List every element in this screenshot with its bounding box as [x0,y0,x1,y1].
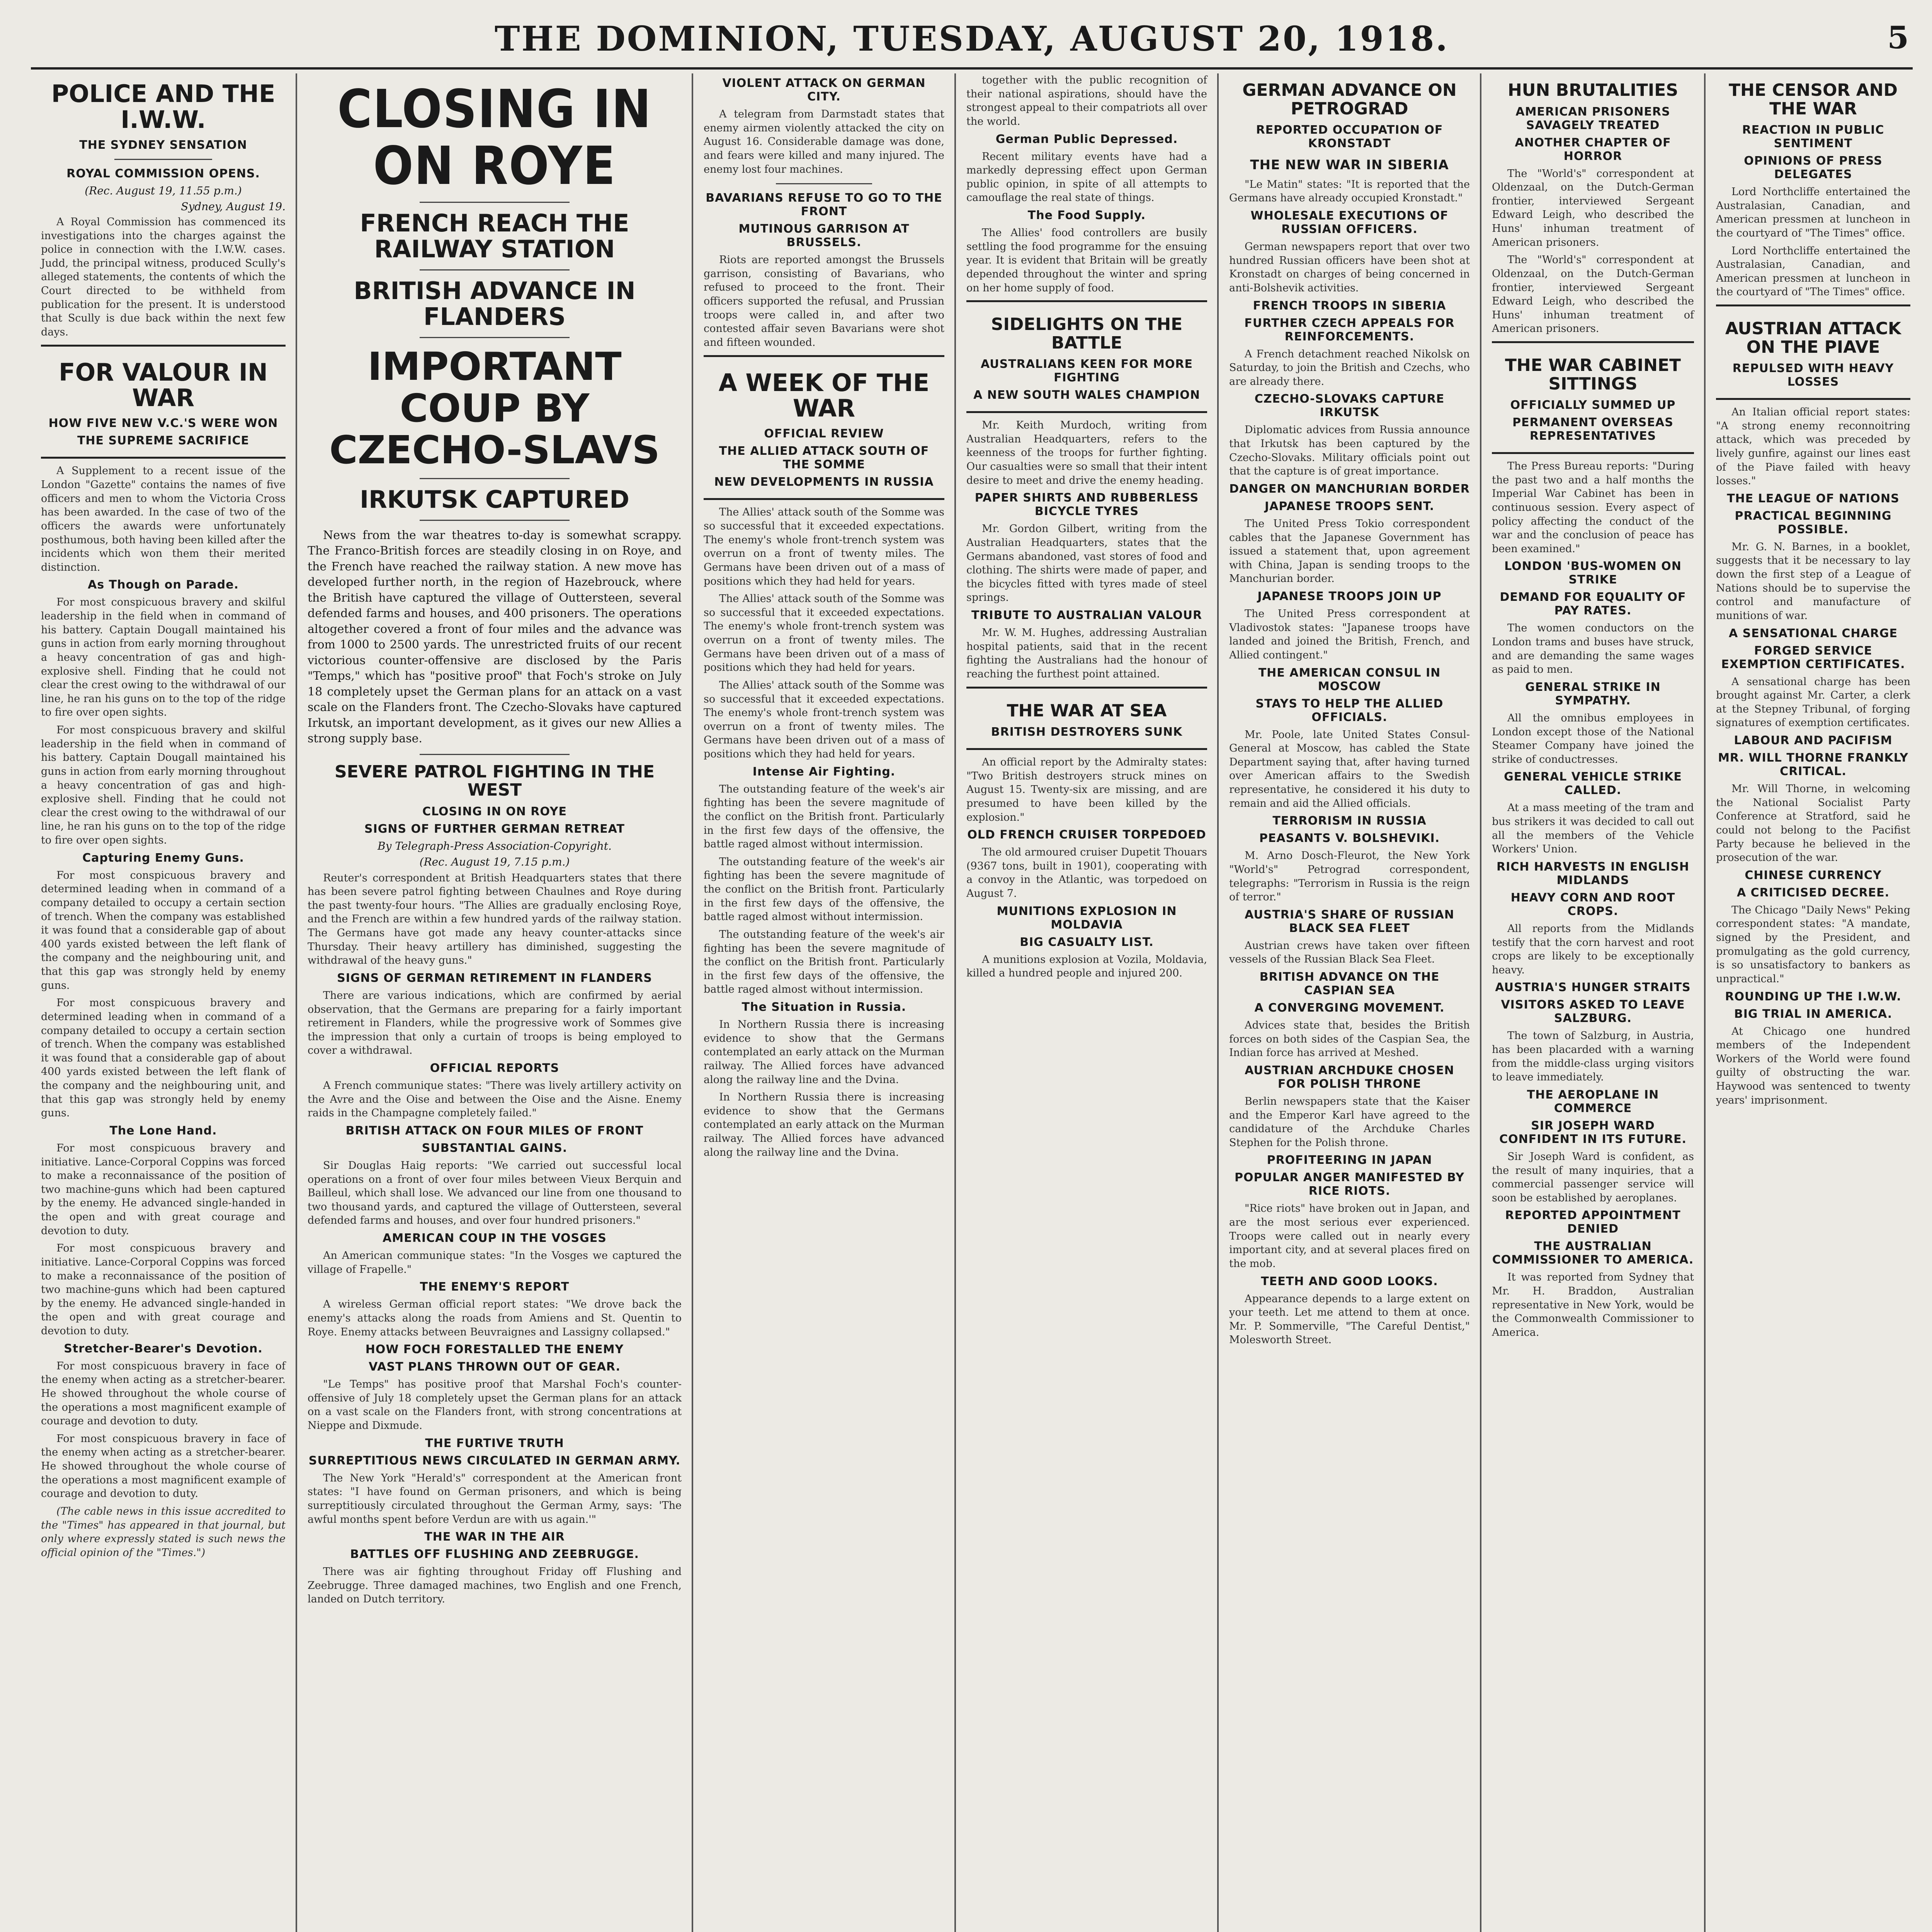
headline-patrol-fighting: SEVERE PATROL FIGHTING IN THE WEST [334,762,655,800]
article-text: The "World's" correspondent at Oldenzaal, on the Dutch-German frontier, interviewed Sergeant Edward Leigh, who described the Huns' inhuman treatment of American prisoners. [1492,167,1694,248]
article-box [41,345,286,459]
article-text: The Press Bureau reports: "During the past two and a half months the Imperial War Cabinet has been in continuous session. Every aspect of policy affecting the conduct of the war and the conclusion of peace has been examined." [1492,460,1694,555]
subhead: AMERICAN COUP IN THE VOSGES [383,1231,607,1245]
subhead: DEMAND FOR EQUALITY OF PAY RATES. [1500,590,1686,618]
article-text: For most conspicuous bravery and skilful leadership in the field when in command of his battery. Captain Dougall maintained his guns in action from early morning throughout a heavy concentration of gas and high-explosive shell. Finding that he could not clear the crest owing to the withdrawal of our line, he ran his guns on to the top of the ridge to fire over open sights. [41,724,286,847]
article-text: Mr. G. N. Barnes, in a booklet, suggests that it be necessary to lay down the first step of a League of Nations should be to supervise the control and manufacture of munitions of war. [1716,541,1910,622]
article-box [1716,304,1910,400]
subhead: THE WAR IN THE AIR [424,1530,565,1544]
column-3 [694,73,954,1932]
subhead: ROYAL COMMISSION OPENS. [66,167,260,180]
subhead: SURREPTITIOUS NEWS CIRCULATED IN GERMAN ARMY. [308,1454,681,1468]
subhead: ROUNDING UP THE I.W.W. [1725,990,1901,1003]
headline-week-of-war: A WEEK OF THE WAR [718,368,930,423]
article-text: A Royal Commission has commenced its investigations into the charges against the police in connection with the I.W.W. cases. Judd, the principal witness, produced Scully's alleged statements, the contents of which the Court directed to be withheld from publication for the present. It is understood that Scully is due back within the next few days. [41,216,286,338]
article-text: A telegram from Darmstadt states that enemy airmen violently attacked the city on August 16. Considerable damage was done, and fears were killed and many injured. The enemy lost four machines. [704,108,944,175]
hero-headline-roye: CLOSING IN ON ROYE [337,79,652,197]
subhead: TRIBUTE TO AUSTRALIAN VALOUR [971,609,1202,622]
subhead: PEASANTS V. BOLSHEVIKI. [1259,832,1440,845]
subhead: THE SYDNEY SENSATION [79,138,247,152]
subhead: VAST PLANS THROWN OUT OF GEAR. [369,1360,621,1374]
subhead: HOW FOCH FORESTALLED THE ENEMY [365,1343,624,1357]
article-text: Mr. Keith Murdoch, writing from Australian Headquarters, refers to the keenness of the troops for further fighting. Our casualties were so small that their intent desire to meet and drive the enemy heading. [966,419,1207,486]
subhead: PRACTICAL BEGINNING POSSIBLE. [1735,509,1892,536]
subhead: The Lone Hand. [109,1124,217,1138]
byline: By Telegraph-Press Association-Copyright. [378,839,612,852]
subhead: As Though on Parade. [88,578,239,592]
article-text: Sir Douglas Haig reports: "We carried out successful local operations on a front of over four miles between Vieux Berquin and Bailleul, which shall lose. We advanced our line from one thousand to two thousand yards, and captured the village of Outtersteen, several defended farms and houses, and over four hundred prisoners." [308,1159,682,1227]
advertisement-text: Appearance depends to a large extent on your teeth. Let me attend to them at once. Mr. P. Sommerville, "The Careful Dentist," Molesworth Street. [1229,1293,1470,1346]
subhead: HEAVY CORN AND ROOT CROPS. [1510,891,1675,918]
column-rule [1217,73,1219,1932]
subhead: ANOTHER CHAPTER OF HORROR [1515,136,1671,163]
subhead: JAPANESE TROOPS SENT. [1264,499,1435,513]
article-text: The United Press Tokio correspondent cables that the Japanese Government has issued a statement that, upon agreement with China, Japan is sending troops to the Manchurian border. [1229,517,1470,585]
masthead [31,12,1913,70]
page-number: 5 [1887,19,1909,56]
hero-headline-irkutsk: IRKUTSK CAPTURED [360,485,629,514]
subhead: MR. WILL THORNE FRANKLY CRITICAL. [1718,751,1908,779]
subhead: THE AUSTRALIAN COMMISSIONER TO AMERICA. [1492,1240,1694,1267]
subhead: A SENSATIONAL CHARGE [1729,626,1898,640]
article-text: The "World's" correspondent at Oldenzaal, on the Dutch-German frontier, interviewed Sergeant Edward Leigh, who described the Huns' inhuman treatment of American prisoners. [1492,254,1694,335]
subhead: PERMANENT OVERSEAS REPRESENTATIVES [1512,416,1673,443]
column-rule [692,73,693,1932]
divider [420,520,569,521]
column-rule [1704,73,1706,1932]
subhead: STAYS TO HELP THE ALLIED OFFICIALS. [1255,697,1444,724]
headline-war-at-sea: THE WAR AT SEA [1007,701,1167,721]
subhead: GENERAL STRIKE IN SYMPATHY. [1525,680,1661,707]
divider [420,202,569,203]
article-text: Riots are reported amongst the Brussels garrison, consisting of Bavarians, who refused to proceed to the front. Their officers supported the refusal, and Prussian troops were called in, and after two contested affair seven Bavarians were shot and fifteen wounded. [704,254,944,349]
article-text: Sir Joseph Ward is confident, as the result of many inquiries, that a commercial passenger service will soon be established by aeroplanes. [1492,1150,1694,1204]
subhead: VIOLENT ATTACK ON GERMAN CITY. [722,77,926,104]
subhead: A CONVERGING MOVEMENT. [1254,1001,1445,1015]
article-text: For most conspicuous bravery in face of the enemy when acting as a stretcher-bearer. He showed throughout the whole course of the operations a most magnificent example of courage and devotion to duty. [41,1360,286,1427]
subhead: OFFICIAL REPORTS [430,1061,560,1075]
article-text: The Allies' food controllers are busily settling the food programme for the ensuing year. It is evident that Britain will be greatly depended throughout the winter and spring on her home supply of food. [966,227,1207,294]
column-5 [1219,73,1480,1932]
subhead: THE ALLIED ATTACK SOUTH OF THE SOMME [719,444,929,472]
article-text: The Allies' attack south of the Somme was so successful that it exceeded expectations. The enemy's whole front-trench system was overrun on a front of twenty miles. The Germans have been driven out of a mass of positions which they had held for years. [704,679,944,760]
subhead: German Public Depressed. [995,132,1178,146]
place-line: Sydney, August 19. [181,200,286,213]
article-text: For most conspicuous bravery and determined leading when in command of a company detailed to occupy a certain section of trench. When the company was established it was found that a considerable gap of about 400 yards existed between the left flank of the company and the neighbouring unit, and that this gap was strongly held by enemy guns. [41,997,286,1119]
article-text: An American communique states: "In the Vosges we captured the village of Frapelle." [308,1250,682,1276]
subhead: REACTION IN PUBLIC SENTIMENT [1742,123,1884,151]
lead-summary: News from the war theatres to-day is somewhat scrappy. The Franco-British forces are steadily closing in on Roye, and the French have reached the railway station. A new move has developed further north, in the region of Hazebrouck, where the British have captured the village of Outtersteen, several defended farms and houses, and 400 prisoners. The operations altogether covered a front of four miles and the advance was from 1000 to 2500 yards. The unrestricted fruits of our recent victorious counter-offensive are disclosed by the Paris "Temps," which has "positive proof" that Foch's stroke on July 18 completely upset the German plans for an attack on a vast scale on the Flanders front. The Czecho-Slovaks have captured Irkutsk, an important development, as it gives our new Allies a strong supply base. [308,528,682,746]
subhead: OFFICIAL REVIEW [764,427,884,441]
article-text: There was air fighting throughout Friday off Flushing and Zeebrugge. Three damaged machines, two English and one French, landed on Dutch territory. [308,1566,682,1605]
subhead: LABOUR AND PACIFISM [1734,734,1893,748]
headline-for-valour: FOR VALOUR IN WAR [59,358,268,412]
subhead: THE FURTIVE TRUTH [425,1436,564,1450]
column-rule [296,73,297,1932]
subhead: THE AMERICAN CONSUL IN MOSCOW [1258,666,1441,693]
column-4 [956,73,1217,1932]
article-text: A wireless German official report states: "We drove back the enemy's attacks along the roads from Amiens and St. Quentin to Roye. Enemy attacks between Beuvraignes and Lassigny collapsed." [308,1298,682,1338]
headline-police-iww: POLICE AND THE I.W.W. [51,80,276,134]
headline-hun-brutalities: HUN BRUTALITIES [1507,80,1679,100]
article-text: The New York "Herald's" correspondent at the American front states: "I have found on German prisoners, and which is being surreptitiously circulated throughout the German Army, says: 'The awful months spent before Verdun are with us again.'" [308,1472,682,1526]
article-text: "Le Matin" states: "It is reported that the Germans have already occupied Kronstadt." [1229,178,1470,204]
subhead: A CRITICISED DECREE. [1736,886,1890,900]
headline-piave: AUSTRIAN ATTACK ON THE PIAVE [1725,319,1901,357]
subhead: MUNITIONS EXPLOSION IN MOLDAVIA [997,904,1177,932]
footnote: (The cable news in this issue accredited to the "Times" has appeared in that journal, but only where expressly stated is such news the official opinion of the "Times.") [41,1505,286,1559]
subhead: CLOSING IN ON ROYE [422,804,567,818]
article-text: Mr. W. M. Hughes, addressing Australian hospital patients, said that in the recent fighting the Australians had the honour of reaching the furthest point attained. [966,627,1207,680]
article-text: Berlin newspapers state that the Kaiser and the Emperor Karl have agreed to the candidature of the Archduke Charles Stephen for the Polish throne. [1229,1095,1470,1149]
article-text: M. Arno Dosch-Fleurot, the New York "World's" Petrograd correspondent, telegraphs: "Terrorism in Russia is the reign of terror." [1229,850,1470,903]
subhead: SIR JOSEPH WARD CONFIDENT IN ITS FUTURE. [1499,1119,1687,1146]
subhead: FRENCH TROOPS IN SIBERIA [1253,299,1446,313]
dateline: (Rec. August 19, 7.15 p.m.) [419,855,570,868]
headline-siberia: THE NEW WAR IN SIBERIA [1250,157,1449,173]
article-text: The outstanding feature of the week's air fighting has been the severe magnitude of the conflict on the British front. Particularly in the first few days of the offensive, the battle raged almost without intermission. [704,783,944,850]
column-rule [954,73,956,1932]
subhead: AUSTRALIANS KEEN FOR MORE FIGHTING [981,357,1193,385]
subhead: A NEW SOUTH WALES CHAMPION [973,388,1200,402]
article-text: The outstanding feature of the week's air fighting has been the severe magnitude of the conflict on the British front. Particularly in the first few days of the offensive, the battle raged almost without intermission. [704,855,944,923]
article-text: All reports from the Midlands testify that the corn harvest and root crops are likely to be exceptionally heavy. [1492,922,1694,976]
article-box [704,355,944,500]
subhead: POPULAR ANGER MANIFESTED BY RICE RIOTS. [1235,1171,1464,1198]
article-text: An official report by the Admiralty states: "Two British destroyers struck mines on August 15. Twenty-six are missing, and are presumed to have been killed by the explosion." [966,756,1207,823]
divider [776,183,872,184]
subhead: OFFICIALLY SUMMED UP [1510,398,1676,412]
subhead: TEETH AND GOOD LOOKS. [1261,1274,1438,1288]
article-text: Mr. Gordon Gilbert, writing from the Australian Headquarters, states that the Germans abandoned, vast stores of food and clothing. The shirts were made of paper, and the bicycles fitted with tyres made of steel springs. [966,523,1207,604]
article-text: Advices state that, besides the British forces on both sides of the Caspian Sea, the Indian force has arrived at Meshed. [1229,1019,1470,1059]
subhead: OPINIONS OF PRESS DELEGATES [1744,154,1883,182]
article-text: For most conspicuous bravery in face of the enemy when acting as a stretcher-bearer. He showed throughout the whole course of the operations a most magnificent example of courage and devotion to duty. [41,1432,286,1500]
article-text: For most conspicuous bravery and initiative. Lance-Corporal Coppins was forced to make a reconnaissance of the position of two machine-guns which had been captured by the enemy. He advanced single-handed in the open and with great courage and devotion to duty. [41,1142,286,1237]
column-7 [1706,73,1920,1932]
article-text: For most conspicuous bravery and skilful leadership in the field when in command of his battery. Captain Dougall maintained his guns in action from early morning throughout a heavy concentration of gas and high-explosive shell. Finding that he could not clear the crest owing to the withdrawal of our line, he ran his guns on to the top of the ridge to fire over open sights. [41,596,286,719]
article-text: together with the public recognition of their national aspirations, should have the strongest appeal to their compatriots all over the world. [966,74,1207,128]
headline-war-cabinet: THE WAR CABINET SITTINGS [1505,355,1681,394]
subhead: BRITISH ATTACK ON FOUR MILES OF FRONT [345,1124,644,1138]
subhead: GENERAL VEHICLE STRIKE CALLED. [1504,770,1682,798]
article-text: The Chicago "Daily News" Peking correspondent states: "A mandate, signed by the President, and promulgating as the gold currency, is so unsatisfactory to bankers as unpractical." [1716,904,1910,985]
article-box [1492,341,1694,454]
headline-petrograd: GERMAN ADVANCE ON PETROGRAD [1242,80,1457,119]
article-text: Mr. Will Thorne, in welcoming the National Socialist Party Conference at Stratford, said he could not belong to the Pacifist Party because he believed in the prosecution of the war. [1716,783,1910,864]
subhead: LONDON 'BUS-WOMEN ON STRIKE [1504,560,1682,587]
article-text: Austrian crews have taken over fifteen vessels of the Russian Black Sea Fleet. [1229,939,1470,966]
subhead: NEW DEVELOPMENTS IN RUSSIA [714,475,934,489]
subhead: BRITISH DESTROYERS SUNK [991,725,1183,739]
article-text: The old armoured cruiser Dupetit Thouars (9367 tons, built in 1901), cooperating with a convoy in the Atlantic, was torpedoed on August 7. [966,846,1207,900]
article-text: A French communique states: "There was lively artillery activity on the Avre and the Oise and between the Oise and the Aisne. Enemy raids in the Champagne completely failed." [308,1080,682,1119]
subhead: CHINESE CURRENCY [1745,868,1882,882]
article-text: It was reported from Sydney that Mr. H. Braddon, Australian representative in New York, would be the Commonwealth Commissioner to America. [1492,1271,1694,1338]
article-text: At a mass meeting of the tram and bus strikers it was decided to call out all the members of the Vehicle Workers' Union. [1492,802,1694,855]
subhead: The Situation in Russia. [742,1000,906,1014]
subhead: DANGER ON MANCHURIAN BORDER [1229,482,1470,496]
subhead: BATTLES OFF FLUSHING AND ZEEBRUGGE. [350,1548,639,1561]
column-1 [31,73,296,1932]
article-text: The Allies' attack south of the Somme was so successful that it exceeded expectations. The enemy's whole front-trench system was overrun on a front of twenty miles. The Germans have been driven out of a mass of positions which they had held for years. [704,593,944,674]
article-text: Diplomatic advices from Russia announce that Irkutsk has been captured by the Czecho-Slovaks. Military officials point out that the capture is of great importance. [1229,424,1470,478]
article-box [966,300,1207,413]
article-text: In Northern Russia there is increasing evidence to show that the Germans contemplated an early attack on the Murman railway. The Allied forces have advanced along the railway line and the Dvina. [704,1019,944,1086]
subhead: WHOLESALE EXECUTIONS OF RUSSIAN OFFICERS. [1250,209,1449,236]
subhead: REPORTED APPOINTMENT DENIED [1505,1209,1681,1236]
article-text: A French detachment reached Nikolsk on Saturday, to join the British and Czechs, who are already there. [1229,348,1470,388]
headline-sidelights: SIDELIGHTS ON THE BATTLE [991,315,1183,353]
article-text: The women conductors on the London trams and buses have struck, and are demanding the same wages as paid to men. [1492,622,1694,676]
article-text: For most conspicuous bravery and initiative. Lance-Corporal Coppins was forced to make a reconnaissance of the position of two machine-guns which had been captured by the enemy. He advanced single-handed in the open and with great courage and devotion to duty. [41,1242,286,1337]
subhead: HOW FIVE NEW V.C.'S WERE WON [48,417,278,430]
article-text: Mr. Poole, late United States Consul-General at Moscow, has cabled the State Department saying that, after having turned over American affairs to the Swedish representative, he considered it his duty to remain and aid the Allied officials. [1229,728,1470,810]
article-text: A munitions explosion at Vozila, Moldavia, killed a hundred people and injured 200. [966,953,1207,980]
article-text: A Supplement to a recent issue of the London "Gazette" contains the names of five officers and men to whom the Victoria Cross has been awarded. In the case of two of the officers the awards were unfortunately posthumous, both having been killed after the incidents which won them their merited distinction. [41,465,286,573]
subhead: VISITORS ASKED TO LEAVE SALZBURG. [1501,998,1685,1026]
subhead: THE LEAGUE OF NATIONS [1727,492,1900,505]
article-text: Reuter's correspondent at British Headquarters states that there has been severe patrol fighting between Chaulnes and Roye during the past twenty-four hours. "The Allies are gradually enclosing Roye, and the French are within a few hundred yards of the railway station. The Germans have got made any heavy counter-attacks since Thursday. Their heavy artillery has diminished, suggesting the withdrawal of the heavy guns." [308,872,682,967]
subhead: BAVARIANS REFUSE TO GO TO THE FRONT [706,191,942,219]
subhead: Capturing Enemy Guns. [82,851,244,865]
subhead: MUTINOUS GARRISON AT BRUSSELS. [738,222,910,250]
article-text: An Italian official report states: "A strong enemy reconnoitring attack, which was preceded by lively gunfire, against our lines east of the Piave failed with heavy losses." [1716,406,1910,487]
divider [114,159,212,160]
subhead: RICH HARVESTS IN ENGLISH MIDLANDS [1496,860,1690,887]
subhead: AMERICAN PRISONERS SAVAGELY TREATED [1515,105,1670,132]
article-text: The United Press correspondent at Vladivostok states: "Japanese troops have landed and joined the British, French, and Allied contingent." [1229,608,1470,661]
subhead: BIG CASUALTY LIST. [1020,935,1154,949]
article-text: Lord Northcliffe entertained the Australasian, Canadian, and American pressmen at luncheon in the courtyard of "The Times" office. [1716,245,1910,298]
subhead: OLD FRENCH CRUISER TORPEDOED [967,828,1206,842]
subhead: REPORTED OCCUPATION OF KRONSTADT [1256,123,1443,151]
subhead: BRITISH ADVANCE ON THE CASPIAN SEA [1259,970,1440,997]
subhead: SIGNS OF FURTHER GERMAN RETREAT [364,822,625,836]
subhead: SUBSTANTIAL GAINS. [422,1141,568,1155]
subhead: THE ENEMY'S REPORT [420,1280,570,1294]
article-text: For most conspicuous bravery and determined leading when in command of a company detailed to occupy a certain section of trench. When the company was established it was found that a considerable gap of about 400 yards existed between the left flank of the company and the neighbouring unit, and that this gap was strongly held by enemy guns. [41,869,286,992]
subhead: CZECHO-SLOVAKS CAPTURE IRKUTSK [1254,392,1445,420]
subhead: REPULSED WITH HEAVY LOSSES [1732,362,1894,389]
article-text: The outstanding feature of the week's air fighting has been the severe magnitude of the conflict on the British front. Particularly in the first few days of the offensive, the battle raged almost without intermission. [704,928,944,996]
article-box [966,687,1207,750]
subhead: THE SUPREME SACRIFICE [77,434,250,448]
subhead: BIG TRIAL IN AMERICA. [1734,1007,1893,1021]
subhead: PAPER SHIRTS AND RUBBERLESS BICYCLE TYRES [975,491,1199,519]
article-text: "Le Temps" has positive proof that Marshal Foch's counter-offensive of July 18 completely upset the German plans for an attack on a vast scale on the Flanders front, with strong concentrations at Nieppe and Dixmude. [308,1378,682,1432]
divider [420,754,569,755]
article-text: Lord Northcliffe entertained the Australasian, Canadian, and American pressmen at luncheon in the courtyard of "The Times" office. [1716,186,1910,239]
column-2 [298,73,692,1932]
article-text: German newspapers report that over two hundred Russian officers have been shot at Kronstadt on charges of being concerned in anti-Bolshevik activities. [1229,241,1470,294]
subhead: AUSTRIA'S HUNGER STRAITS [1495,981,1691,995]
divider [420,478,569,479]
subhead: THE AEROPLANE IN COMMERCE [1527,1088,1659,1115]
article-text: The Allies' attack south of the Somme was so successful that it exceeded expectations. The enemy's whole front-trench system was overrun on a front of twenty miles. The Germans have been driven out of a mass of positions which they had held for years. [704,506,944,587]
subhead: Intense Air Fighting. [752,765,896,779]
newspaper-title: THE DOMINION, TUESDAY, AUGUST 20, 1918. [495,19,1449,59]
article-text: Recent military events have had a markedly depressing effect upon German public opinion, in spite of all attempts to camouflage the real state of things. [966,150,1207,204]
article-text: A sensational charge has been brought against Mr. Carter, a clerk at the Stepney Tribunal, of forging signatures of exemption certificates. [1716,675,1910,729]
column-rule [1480,73,1481,1932]
headline-censor: THE CENSOR AND THE WAR [1728,80,1898,119]
divider [420,269,569,270]
column-6 [1482,73,1704,1932]
hero-headline-flanders: BRITISH ADVANCE IN FLANDERS [354,276,636,331]
article-text: In Northern Russia there is increasing evidence to show that the Germans contemplated an early attack on the Murman railway. The Allied forces have advanced along the railway line and the Dvina. [704,1091,944,1158]
hero-headline-czecho-slavs: IMPORTANT COUP BY CZECHO-SLAVS [329,344,660,473]
article-text: All the omnibus employees in London except those of the National Steamer Company have joined the strike of conductresses. [1492,712,1694,765]
divider [420,337,569,338]
article-text: At Chicago one hundred members of the Independent Workers of the World were found guilty of obstructing the war. Haywood was sentenced to twenty years' imprisonment. [1716,1025,1910,1106]
subhead: The Food Supply. [1027,209,1146,222]
subhead: FURTHER CZECH APPEALS FOR REINFORCEMENTS. [1244,316,1455,344]
article-text: There are various indications, which are confirmed by aerial observation, that the Germans are preparing for a fairly important retirement in Flanders, while the progressive work of Sommes give the impression that only a curtain of troops is being employed to cover a withdrawal. [308,989,682,1057]
subhead: Stretcher-Bearer's Devotion. [64,1342,263,1355]
subhead: AUSTRIA'S SHARE OF RUSSIAN BLACK SEA FLEET [1245,908,1454,935]
subhead: FORGED SERVICE EXEMPTION CERTIFICATES. [1721,644,1905,671]
subhead: PROFITEERING IN JAPAN [1267,1153,1432,1167]
subhead: AUSTRIAN ARCHDUKE CHOSEN FOR POLISH THRONE [1245,1063,1454,1091]
subhead: JAPANESE TROOPS JOIN UP [1257,590,1442,603]
subhead: SIGNS OF GERMAN RETIREMENT IN FLANDERS [337,971,652,985]
hero-headline-railway: FRENCH REACH THE RAILWAY STATION [360,209,629,263]
article-text: The town of Salzburg, in Austria, has been placarded with a warning from the middle-class urging visitors to leave immediately. [1492,1030,1694,1083]
dateline: (Rec. August 19, 11.55 p.m.) [85,184,242,197]
article-text: "Rice riots" have broken out in Japan, and are the most serious ever experienced. Troops were called out in nearly every important city, and at several places fired on the mob. [1229,1202,1470,1270]
subhead: TERRORISM IN RUSSIA [1272,814,1427,828]
